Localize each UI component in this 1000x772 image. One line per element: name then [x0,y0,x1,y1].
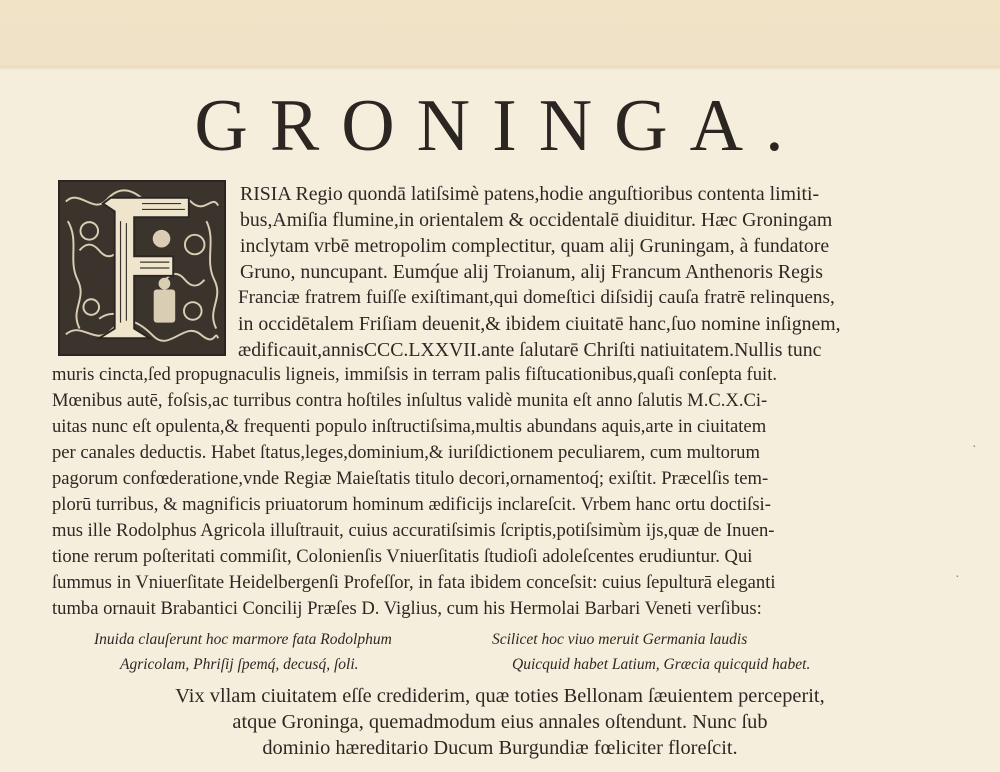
body-line: bus,Amiſia flumine,in orientalem & occidentalē diuiditur. Hæc Groningam [240,209,833,231]
closing-line: dominio hæreditario Ducum Burgundiæ fœliciter floreſcit. [262,737,738,759]
verse-right-line-1: Scilicet hoc viuo meruit Germania laudis [492,631,748,648]
page-title: GRONINGA. [194,85,806,167]
woodcut-initial-f-icon [60,182,224,354]
closing-line: Vix vllam ciuitatem eſſe crediderim, quæ toties Bellonam ſæuientem perceperit, [175,685,825,707]
paper-speck: · [955,570,960,585]
body-line: Franciæ fratrem fuiſſe exiſtimant,qui domeſtici diſsidij cauſa fratrē relinquens, [238,287,835,308]
body-line: per canales deductis. Habet ſtatus,leges,dominium,& iuriſdictionem peculiarem, cum multorum [52,442,760,463]
decorated-initial-letter [58,180,226,356]
closing-line: atque Groninga, quemadmodum eius annales oſtendunt. Nunc ſub [232,711,768,733]
body-line: mus ille Rodolphus Agricola illuſtrauit, cuius accuratiſsimis ſcriptis,potiſsimùm ijs,quæ de Inuen- [52,520,775,541]
body-line: tione rerum poſteritati commiſit, Colonienſis Vniuerſitatis ſtudioſi adoleſcentes erudiuntur. Qui [52,546,753,567]
paper-top-margin [0,0,1000,68]
body-line: muris cincta,ſed propugnaculis ligneis, immiſsis in terram palis fiſtucationibus,quaſi conſepta fuit. [52,364,778,385]
body-line: RISIA Regio quondā latiſsimè patens,hodie anguſtioribus contenta limiti- [240,183,820,205]
body-line: inclytam vrbē metropolim complectitur, quam alij Gruningam, à fundatore [240,235,830,257]
body-line: Gruno, nuncupant. Eumq́ue alij Troianum, alij Francum Anthenoris Regis [240,261,823,283]
body-line: ædificauit,annisCCC.LXXVII.ante ſalutarē Chriſti natiuitatem.Nullis tunc [238,339,822,361]
body-line: in occidētalem Friſiam deuenit,& ibidem ciuitatē hanc,ſuo nomine inſignem, [238,313,841,335]
verse-right-line-2: Quicquid habet Latium, Græcia quicquid habet. [512,656,811,673]
verse-left-line-1: Inuida clauſerunt hoc marmore fata Rodolphum [94,631,392,648]
verse-left-line-2: Agricolam, Phriſij ſpemq́, decusq́, ſoli. [120,656,359,673]
body-line: pagorum confœderatione,vnde Regiæ Maieſtatis titulo decori,ornamentoq́; exiſtit. Præcelſis tem- [52,468,769,489]
paper-speck: · [972,440,977,455]
body-line: plorū turribus, & magnificis priuatorum hominum ædificijs inclareſcit. Vrbem hanc ortu doctiſsi- [52,494,771,515]
body-line: tumba ornauit Brabantici Concilij Præſes D. Viglius, cum his Hermolai Barbari Veneti verſibus: [52,598,762,619]
body-line: uitas nunc eſt opulenta,& frequenti populo inſtructiſsima,multis abundans aquis,arte in ciuitatem [52,416,767,437]
body-line: Mœnibus autē, foſsis,ac turribus contra hoſtiles inſultus validè munita eſt anno ſalutis M.C.X.Ci- [52,390,768,411]
body-line: ſummus in Vniuerſitate Heidelbergenſi Profeſſor, in fata ibidem conceſsit: cuius ſepulturā eleganti [52,572,776,593]
